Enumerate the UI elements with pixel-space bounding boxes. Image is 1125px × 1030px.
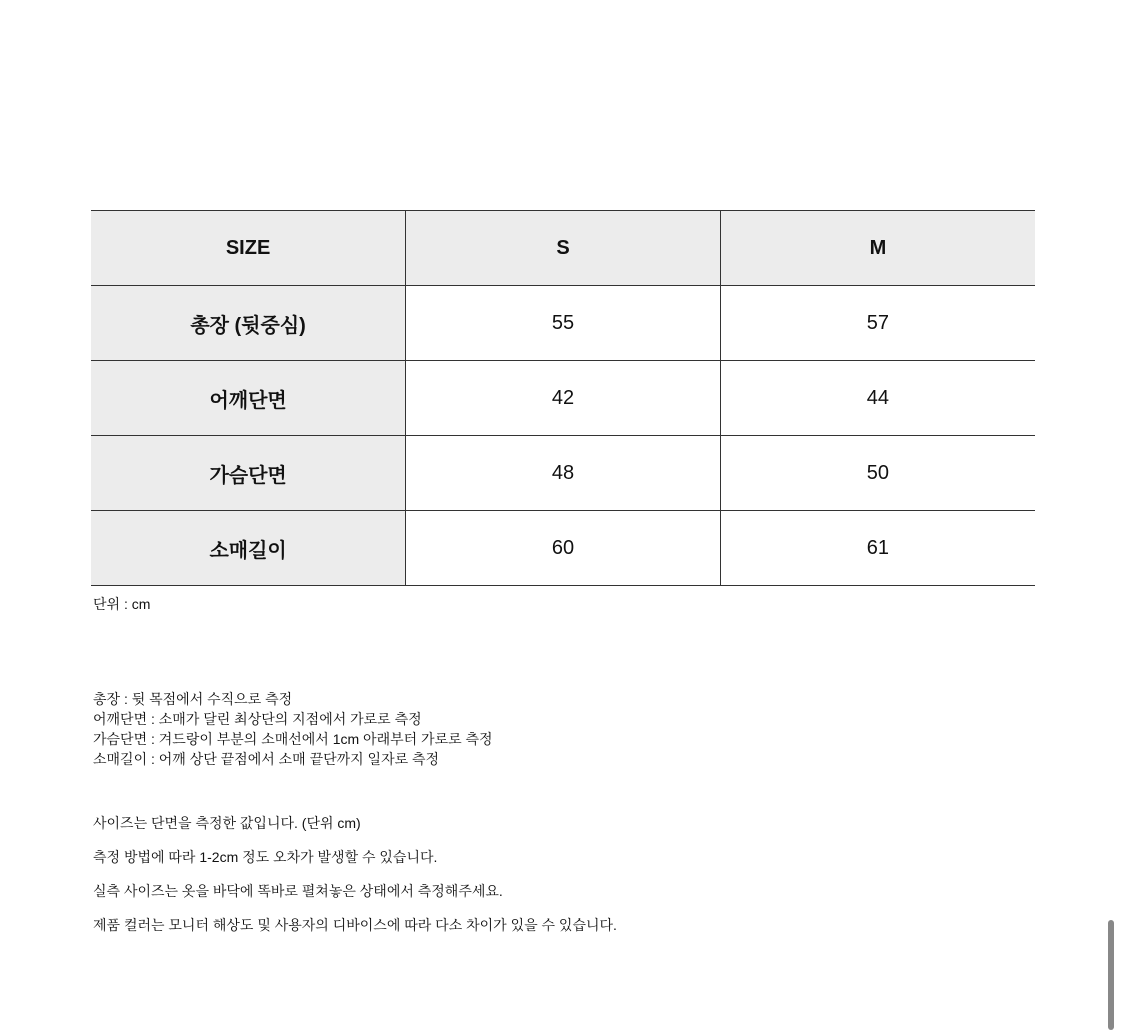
cell-s: 48 [406, 436, 721, 511]
info-line: 측정 방법에 따라 1-2cm 정도 오차가 발생할 수 있습니다. [93, 849, 438, 865]
row-label: 가슴단면 [91, 436, 406, 511]
cell-s: 60 [406, 511, 721, 586]
cell-m: 61 [720, 511, 1035, 586]
table-row [91, 511, 1035, 586]
scrollbar[interactable] [1108, 920, 1114, 1030]
note-line: 어깨단면 : 소매가 달린 최상단의 지점에서 가로로 측정 [93, 711, 422, 727]
header-size: SIZE [91, 211, 406, 286]
table-row [91, 286, 1035, 361]
unit-label: 단위 : cm [93, 596, 151, 612]
header-s: S [406, 211, 721, 286]
table-row [91, 361, 1035, 436]
row-label: 소매길이 [91, 511, 406, 586]
measurement-notes [93, 689, 493, 769]
table-header-row [91, 211, 1035, 286]
table-row [91, 436, 1035, 511]
size-table [91, 210, 1035, 586]
note-line: 가슴단면 : 겨드랑이 부분의 소매선에서 1cm 아래부터 가로로 측정 [93, 731, 493, 747]
info-notes [93, 806, 617, 942]
header-m: M [720, 211, 1035, 286]
info-line: 제품 컬러는 모니터 해상도 및 사용자의 디바이스에 따라 다소 차이가 있을 수 있습니다. [93, 917, 617, 933]
cell-m: 44 [720, 361, 1035, 436]
info-line: 사이즈는 단면을 측정한 값입니다. (단위 cm) [93, 815, 361, 831]
cell-s: 42 [406, 361, 721, 436]
row-label: 어깨단면 [91, 361, 406, 436]
row-label: 총장 (뒷중심) [91, 286, 406, 361]
note-line: 소매길이 : 어깨 상단 끝점에서 소매 끝단까지 일자로 측정 [93, 751, 440, 767]
cell-s: 55 [406, 286, 721, 361]
note-line: 총장 : 뒷 목점에서 수직으로 측정 [93, 691, 293, 707]
cell-m: 50 [720, 436, 1035, 511]
cell-m: 57 [720, 286, 1035, 361]
info-line: 실측 사이즈는 옷을 바닥에 똑바로 펼쳐놓은 상태에서 측정해주세요. [93, 883, 503, 899]
